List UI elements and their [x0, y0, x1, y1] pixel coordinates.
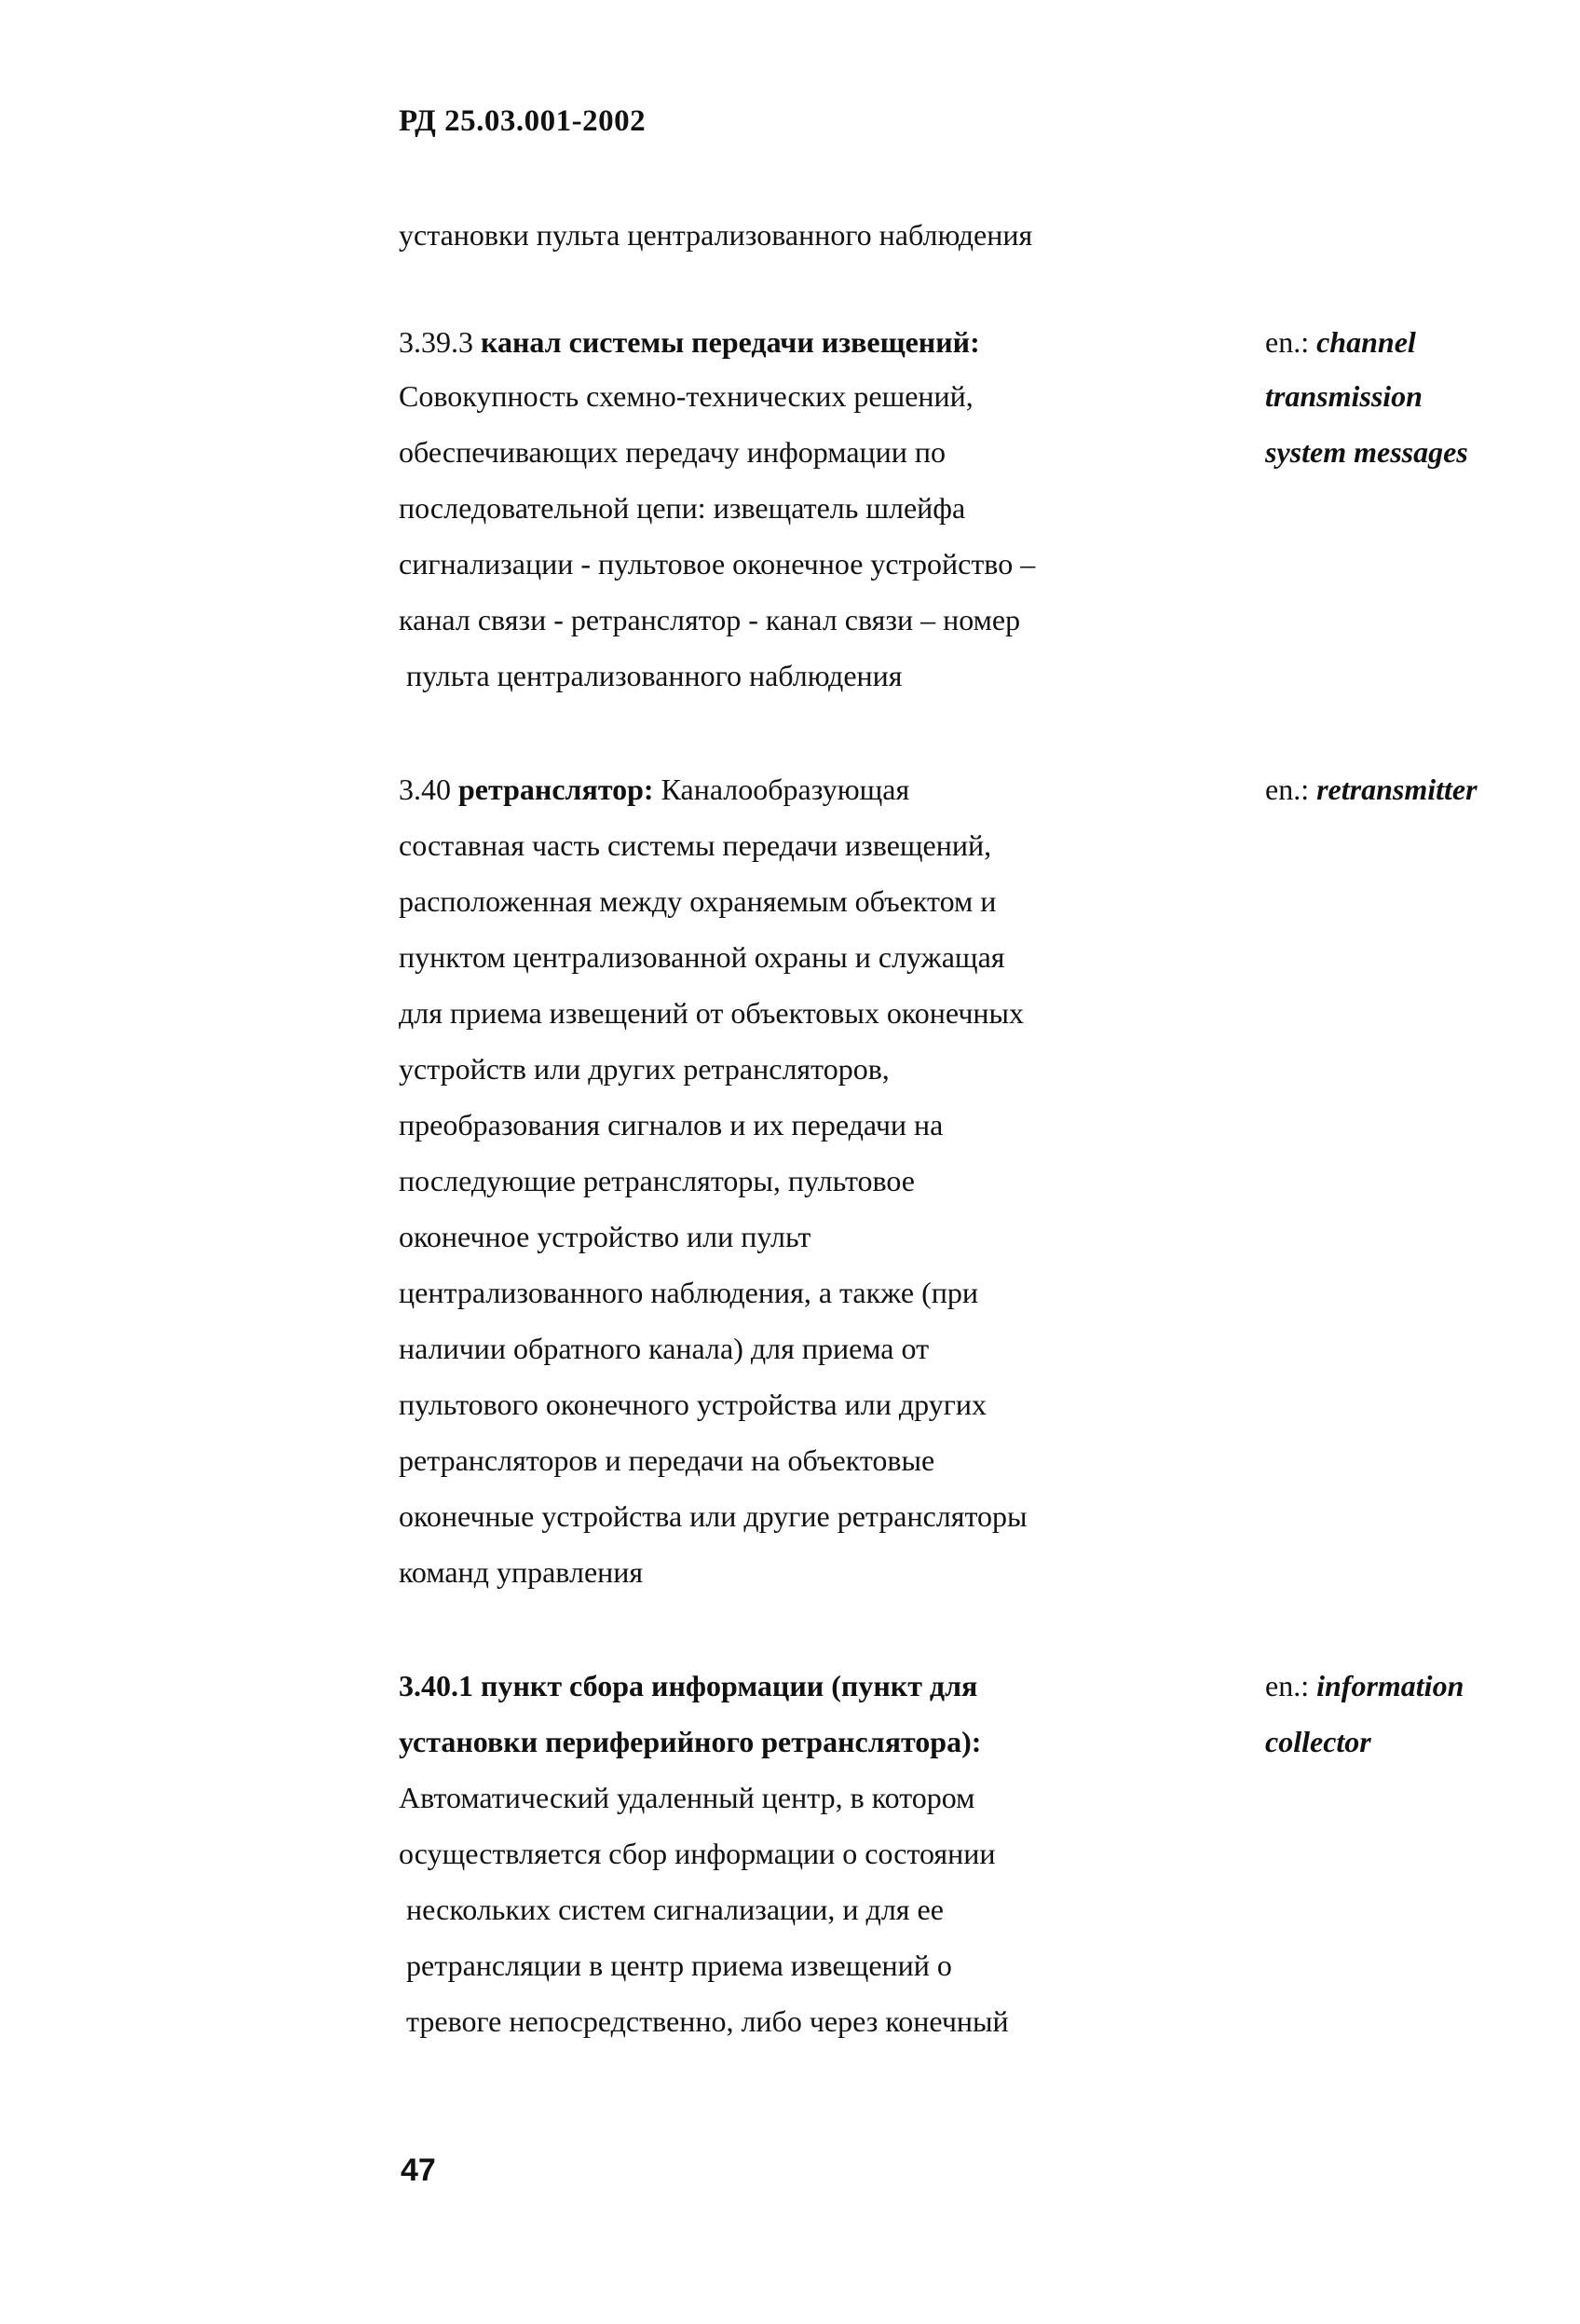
definition-line: ретрансляторов и передачи на объектовые	[399, 1443, 935, 1477]
english-equivalent	[1265, 323, 1416, 361]
definition-line: составная часть системы передачи извещений,	[399, 828, 992, 862]
entry-term: канал системы передачи извещений:	[481, 325, 980, 359]
definition-line: обеспечивающих передачу информации по	[399, 435, 947, 469]
entry-term: ретранслятор:	[458, 772, 654, 806]
definition-line: осуществляется сбор информации о состоянии	[399, 1837, 996, 1870]
definition-line: устройств или других ретрансляторов,	[399, 1052, 890, 1086]
entry-term: пункт сбора информации (пункт для	[481, 1669, 978, 1702]
definition-line: Автоматический удаленный центр, в котором	[399, 1781, 975, 1814]
entry-number: 3.40.1	[399, 1669, 473, 1702]
definition-line: оконечные устройства или другие ретрансляторы	[399, 1499, 1028, 1533]
entry-3-39-3-heading	[399, 323, 980, 361]
definition-line: пульта централизованного наблюдения	[399, 659, 903, 692]
english-equivalent-line	[1265, 377, 1423, 415]
entry-number: 3.40	[399, 772, 451, 806]
entry-3-40-heading	[399, 771, 909, 808]
english-equivalent	[1265, 771, 1478, 808]
en-prefix: en.:	[1265, 1669, 1310, 1702]
entry-3-40-1-heading	[399, 1667, 977, 1704]
page-number: 47	[401, 2153, 436, 2188]
en-term: collector	[1265, 1725, 1371, 1758]
definition-line: пультового оконечного устройства или других	[399, 1388, 987, 1421]
definition-line: нескольких систем сигнализации, и для ее	[399, 1893, 944, 1926]
entry-number: 3.39.3	[399, 325, 473, 359]
english-equivalent-line	[1265, 1723, 1371, 1760]
document-code-header: РД 25.03.001-2002	[399, 104, 647, 138]
en-term: transmission	[1265, 379, 1423, 413]
definition-line: Совокупность схемно-технических решений,	[399, 379, 974, 413]
definition-line: сигнализации - пультовое оконечное устройство –	[399, 547, 1036, 581]
english-equivalent-line	[1265, 433, 1468, 471]
definition-line: последующие ретрансляторы, пультовое	[399, 1164, 915, 1197]
definition-line: наличии обратного канала) для приема от	[399, 1332, 930, 1365]
english-equivalent	[1265, 1667, 1464, 1704]
definition-line: пунктом централизованной охраны и служащая	[399, 940, 1005, 974]
definition-line: канал связи - ретранслятор - канал связи – номер	[399, 603, 1021, 636]
definition-line: тревоге непосредственно, либо через конечный	[399, 2004, 1009, 2038]
en-term: retransmitter	[1316, 772, 1478, 806]
en-prefix: en.:	[1265, 325, 1310, 359]
definition-line: преобразования сигналов и их передачи на	[399, 1108, 944, 1141]
en-prefix: en.:	[1265, 772, 1310, 806]
en-term: information	[1316, 1669, 1464, 1702]
definition-line: для приема извещений от объектовых оконечных	[399, 996, 1025, 1030]
definition-line: последовательной цепи: извещатель шлейфа	[399, 491, 966, 525]
continuation-line: установки пульта централизованного наблюдения	[399, 218, 1033, 252]
definition-line: оконечное устройство или пульт	[399, 1220, 811, 1253]
en-term: system messages	[1265, 435, 1468, 469]
definition-line: ретрансляции в центр приема извещений о	[399, 1948, 952, 1982]
definition-line: централизованного наблюдения, а также (при	[399, 1276, 978, 1309]
entry-term-continuation: установки периферийного ретранслятора):	[399, 1725, 982, 1758]
definition-lead: Каналообразующая	[661, 772, 910, 806]
definition-line: расположенная между охраняемым объектом и	[399, 884, 997, 918]
en-term: channel	[1316, 325, 1416, 359]
definition-line: команд управления	[399, 1555, 644, 1589]
